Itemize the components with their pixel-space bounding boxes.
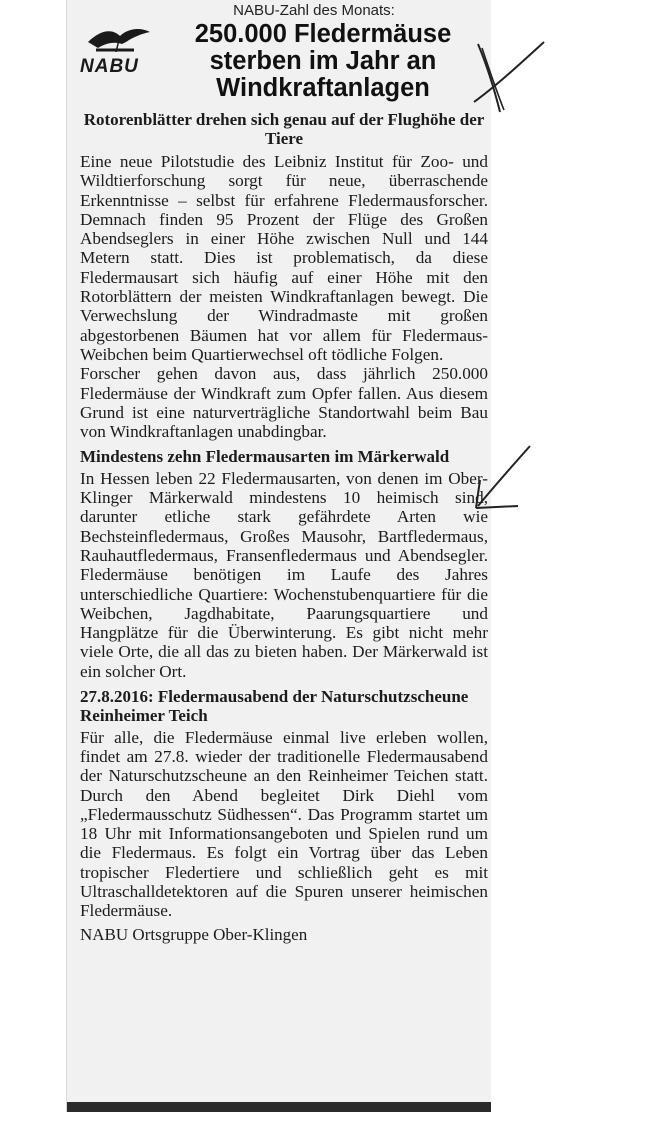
signature: NABU Ortsgruppe Ober-Klingen — [80, 924, 308, 944]
headline — [158, 21, 488, 102]
headline-line: 250.000 Fledermäuse — [194, 20, 452, 48]
kicker: NABU-Zahl des Monats: — [233, 2, 395, 19]
handwritten-x-mark — [470, 38, 550, 118]
headline-line: Windkraftanlagen — [216, 74, 430, 102]
section-paragraph: In Hessen leben 22 Fledermausarten, von denen im Ober-Klinger Märkerwald mindestens 10 heimisch sind, darunter etliche stark gefährdete Arten wie Bechsteinfledermaus, Großes Mausohr, Bartfledermaus, Rauhautfledermaus, Fransenfledermaus und Abendsegler. Fledermäuse benötigen im Laufe des Jahres unterschiedliche Quartiere: Wochenstubenquartiere für die Weibchen, Jagdhabitate, Paarungsquartiere und Hangplätze für die Überwinterung. Es gibt nicht mehr viele Orte, die all das zu bieten haben. Der Märkerwald ist ein solcher Ort. — [80, 468, 488, 681]
logo-text: NABU — [80, 56, 139, 77]
handwritten-arrow — [462, 440, 542, 520]
headline-line: sterben im Jahr an — [209, 47, 437, 75]
section-heading: 27.8.2016: Fledermausabend der Naturschutzscheune Reinheimer Teich — [80, 687, 469, 726]
article — [80, 0, 488, 944]
subheadline: Rotorenblätter drehen sich genau auf der Flughöhe der Tiere — [83, 110, 485, 148]
section-heading: Mindestens zehn Fledermausarten im Märkerwald — [80, 447, 450, 467]
intro-paragraph: Eine neue Pilotstudie des Leibniz Institut für Zoo- und Wildtierforschung sorgt für neue, überraschende Erkenntnisse – selbst für erfahrene Fledermausforscher. Demnach finden 95 Prozent der Flüge des Großen Abendseglers in einer Höhe zwischen Null und 144 Metern statt. Dies ist problematisch, da diese Fledermausart sich häufig auf einer Höhe mit den Rotorblättern der meisten Windkraftanlagen bewegt. Die Verwechslung der Windradmaste mit großen abgestorbenen Bäumen hat vor allem für Fledermaus-Weibchen beim Quartierwechsel oft tödliche Folgen. — [80, 152, 488, 364]
stork-icon — [86, 22, 152, 56]
nabu-logo — [80, 22, 160, 80]
section-paragraph: Für alle, die Fledermäuse einmal live erleben wollen, findet am 27.8. wieder der traditionelle Fledermausabend der Naturschutzscheune an den Reinheimer Teichen statt. Durch den Abend begleitet Dirk Diehl vom „Fledermausschutz Südhessen“. Das Programm startet um 18 Uhr mit Informationsangeboten und Spielen rund um die Fledermaus. Es folgt ein Vortrag über das Leben tropischer Fledertiere und schließlich geht es mit Ultraschalldetektoren auf die Spuren unserer heimischen Fledermäuse. — [80, 727, 488, 921]
intro-paragraph: Forscher gehen davon aus, dass jährlich 250.000 Fledermäuse der Windkraft zum Opfer fallen. Aus diesem Grund ist eine naturverträgliche Standortwahl beim Bau von Windkraftanlagen unabdingbar. — [80, 364, 488, 442]
